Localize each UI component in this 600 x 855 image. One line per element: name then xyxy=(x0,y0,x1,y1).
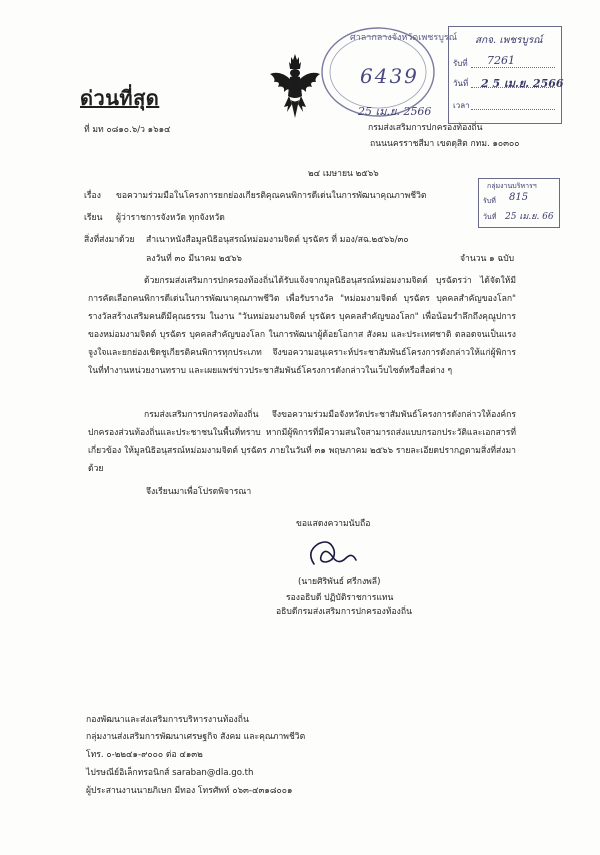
box1-no: 7261 xyxy=(487,54,515,67)
box2-no-label: รับที่ xyxy=(483,197,496,205)
footer-group: กลุ่มงานส่งเสริมการพัฒนาเศรษฐกิจ สังคม และคุณภาพชีวิต xyxy=(86,732,306,742)
box1-line xyxy=(471,87,555,88)
seal-text: ศาลากลางจังหวัดเพชรบูรณ์ xyxy=(350,33,458,43)
box2-title: กลุ่มงานบริหารฯ xyxy=(487,182,537,190)
urgency-heading: ด่วนที่สุด xyxy=(80,86,160,110)
signature-icon xyxy=(300,534,370,574)
box1-date: 2 5 เม.ย. 2566 xyxy=(481,77,564,90)
footer-phone: โทร. ๐-๒๒๔๑-๙๐๐๐ ต่อ ๔๑๓๒ xyxy=(86,750,203,760)
footer-division: กองพัฒนาและส่งเสริมการบริหารงานท้องถิ่น xyxy=(86,715,249,725)
receipt-stamp-box-1 xyxy=(448,26,562,124)
closing-text: จึงเรียนมาเพื่อโปรดพิจารณา xyxy=(146,487,252,497)
office-address: ถนนนครราชสีมา เขตดุสิต กทม. ๑๐๓๐๐ xyxy=(370,139,520,149)
signer-name: (นายศิริพันธ์ ศรีกงพลี) xyxy=(298,577,381,587)
box1-title: สกจ. เพชรบูรณ์ xyxy=(475,35,543,46)
greeting-text: ขอแสดงความนับถือ xyxy=(296,519,371,529)
recipient-label: เรียน xyxy=(84,213,103,223)
attachment-label: สิ่งที่ส่งมาด้วย xyxy=(84,235,135,245)
garuda-emblem-icon xyxy=(268,52,322,120)
office-name: กรมส่งเสริมการปกครองท้องถิ่น xyxy=(368,123,483,133)
footer-email: ไปรษณีย์อิเล็กทรอนิกส์ saraban@dla.go.th xyxy=(86,768,254,778)
box1-line xyxy=(471,109,555,110)
recipient-text: ผู้ว่าราชการจังหวัด ทุกจังหวัด xyxy=(116,213,225,223)
box1-line xyxy=(471,67,555,68)
box2-date: 25 เม.ย. 66 xyxy=(505,212,554,222)
attachment-count: จำนวน ๑ ฉบับ xyxy=(460,254,515,264)
attachment-line1: สำเนาหนังสือมูลนิธิอนุสรณ์หม่อมงามจิตต์ บุรฉัตร ที่ มอง/สฉ.๒๕๖๖/๓๐ xyxy=(146,235,409,245)
receipt-stamp-box-2 xyxy=(478,178,560,228)
subject-label: เรื่อง xyxy=(84,191,101,201)
document-number: ที่ มท ๐๘๑๐.๖/ว ๑๖๑๔ xyxy=(84,125,171,135)
body-paragraph-2: กรมส่งเสริมการปกครองท้องถิ่น จึงขอความร่วมมือจังหวัดประชาสัมพันธ์โครงการดังกล่าวให้องค์กรปกครองส่วนท้องถิ่นและประชาชนในพื้นที่ทราบ หากมีผู้พิการที่มีความสนใจสามารถส่งแบบกรอกประวัติและเอกสารที่เกี่ยวข้อง ให้มูลนิธิอนุสรณ์หม่อมงามจิตต์ บุรฉัตร ภายในวันที่ ๓๑ พฤษภาคม ๒๕๖๖ รายละเอียดปรากฏตามสิ่งที่ส่งมาด้วย xyxy=(88,410,516,474)
body-paragraph-1: ด้วยกรมส่งเสริมการปกครองท้องถิ่นได้รับแจ้งจากมูลนิธิอนุสรณ์หม่อมงามจิตต์ บุรฉัตรว่า ได้จัดให้มีการคัดเลือกคนพิการดีเด่นในการพัฒนาคุณภาพชีวิต เพื่อรับรางวัล "หม่อมงามจิตต์ บุรฉัตร บุคคลสำคัญของโลก" รางวัลสร้างเสริมคนดีมีคุณธรรม ในงาน "วันหม่อมงามจิตต์ บุรฉัตร บุคคลสำคัญของโลก" เพื่อน้อมรำลึกถึงคุณูปการของหม่อมงามจิตต์ บุรฉัตร บุคคลสำคัญของโลก ในการพัฒนาผู้ด้อยโอกาส สังคม และประเทศชาติ ตลอดจนเป็นแรงจูงใจและยกย่องเชิดชูเกียรติคนพิการทุกประเภท จึงขอความอนุเคราะห์ประชาสัมพันธ์โครงการดังกล่าวให้แก่ผู้พิการในที่ทำงานหน่วยงานทราบ และเผยแพร่ข่าวประชาสัมพันธ์โครงการดังกล่าวในเว็บไซต์หรือสื่อต่าง ๆ xyxy=(88,276,516,376)
receipt-number: 6439 xyxy=(360,64,419,88)
subject-text: ขอความร่วมมือในโครงการยกย่องเกียรติคุณคนพิการดีเด่นในการพัฒนาคุณภาพชีวิต xyxy=(116,191,427,201)
box1-no-label: รับที่ xyxy=(453,59,468,68)
box2-date-label: วันที่ xyxy=(483,213,497,221)
signer-position-2: อธิบดีกรมส่งเสริมการปกครองท้องถิ่น xyxy=(276,607,412,617)
box1-time-label: เวลา xyxy=(453,101,470,110)
attachment-line2: ลงวันที่ ๓๐ มีนาคม ๒๕๖๖ xyxy=(146,254,242,264)
receipt-date: 25 เม.ย. 2566 xyxy=(358,105,432,118)
box2-no: 815 xyxy=(509,192,529,203)
signer-position-1: รองอธิบดี ปฏิบัติราชการแทน xyxy=(286,593,394,603)
box1-date-label: วันที่ xyxy=(453,79,469,88)
letter-date: ๒๔ เมษายน ๒๕๖๖ xyxy=(308,169,379,179)
footer-coordinator: ผู้ประสานงานนายภิเษก มีทอง โทรศัพท์ ๐๖๓-๔๓๑๘๐๐๑ xyxy=(86,786,293,796)
